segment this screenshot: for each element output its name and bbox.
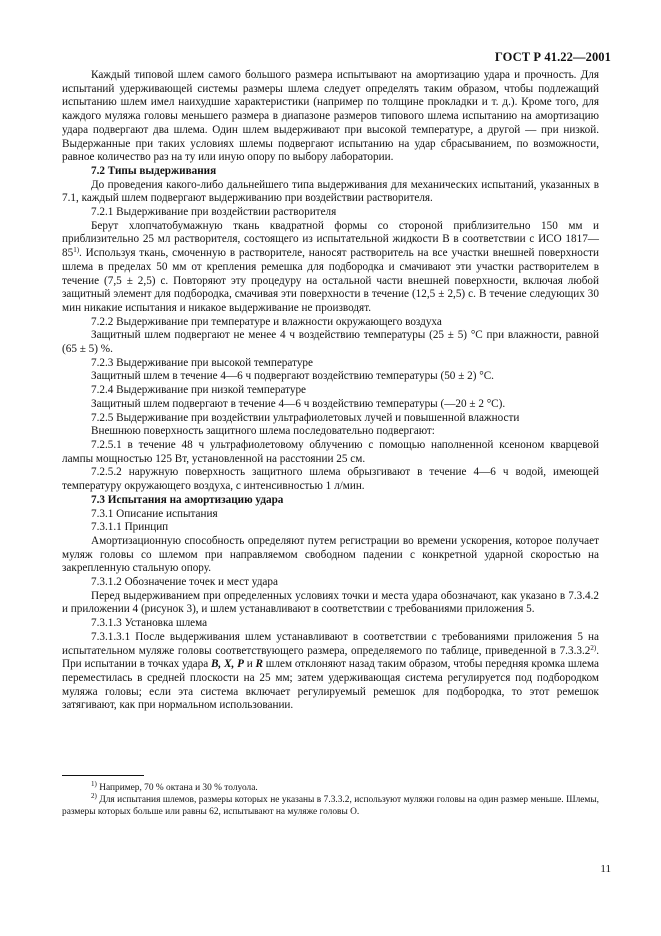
subsection-heading-7-3-1-2: 7.3.1.2 Обозначение точек и мест удара: [91, 576, 278, 589]
section-heading-7-3: 7.3 Испытания на амортизацию удара: [91, 493, 284, 506]
paragraph: Перед выдерживанием при определенных условиях точки и места удара обозначают, как указано в 7.3.4.2 и приложении 4 (рисунок 3), и шлем устанавливают в соответствии с требованиями приложения 5.: [62, 589, 599, 616]
footnote-2: $^{2)}$ Для испытания шлемов, размеры которых не указаны в 7.3.3.2, используют муляжи головы на один размер меньше. Шлемы, размеры которых больше или равны 62, испытывают на муляже головы О.: [62, 792, 599, 817]
footnote-ref-1: 1): [73, 246, 80, 255]
subsection-heading-7-3-1-3: 7.3.1.3 Установка шлема: [91, 617, 208, 630]
footnote-separator: [62, 775, 144, 776]
impact-point-r: R: [255, 658, 263, 671]
paragraph: Внешнюю поверхность защитного шлема последовательно подвергают:: [91, 425, 435, 438]
paragraph: Защитный шлем подвергают не менее 4 ч воздействию температуры (25 ± 5) °С при влажности, равной (65 ± 5) %.: [62, 329, 599, 356]
subsection-heading-7-2-3: 7.2.3 Выдерживание при высокой температуре: [91, 356, 313, 369]
paragraph-helmet-installation: 7.3.1.3.1 После выдерживания шлем устанавливают в соответствии с требованиями приложения 5 на испытательном муляже головы соответствующего размера, определяемого по таблице, приведенной в 7.3.3.2$^{2)}$. При испытании в точках удара B, X, P и R шлем отклоняют назад таким образом, чтобы передняя кромка шлема переместилась в средней плоскости на 25 мм; затем удерживающая система регулируется под подбородком муляжа головы; если эта система включает регулируемый ремешок для подбородка, то этот ремешок затягивают, как при нормальном использовании.: [62, 630, 599, 712]
paragraph: Каждый типовой шлем самого большого размера испытывают на амортизацию удара и прочность. Для испытаний удерживающей системы размеры шлема следует определять таким образом, чтобы подлежащий испытанию шлем имел наихудшие характеристики (например по толщине прокладки и т. д.). Кроме того, для каждого муляжа головы меньшего размера в диапазоне размеров типового шлема испытанию на амортизацию удара подвергают два шлема. Один шлем выдерживают при высокой температуре, а другой — при низкой. Выдержанные при таких условиях шлемы подвергают испытанию на удар сбрасыванием, по возможности, равное количество раз на ту или иную опору по выбору лаборатории.: [62, 69, 599, 164]
paragraph: До проведения какого-либо дальнейшего типа выдерживания для механических испытаний, указанных в 7.1, каждый шлем подвергают выдерживанию при воздействии растворителя.: [62, 178, 599, 205]
paragraph: Защитный шлем в течение 4—6 ч подвергают воздействию температуры (50 ± 2) °С.: [91, 370, 494, 383]
paragraph: 7.2.5.1 в течение 48 ч ультрафиолетовому облучению с помощью наполненной ксеноном кварцевой лампы мощностью 125 Вт, установленной на расстоянии 25 см.: [62, 438, 599, 465]
section-heading-7-2: 7.2 Типы выдерживания: [91, 164, 217, 177]
subsection-heading-7-2-5: 7.2.5 Выдерживание при воздействии ультрафиолетовых лучей и повышенной влажности: [91, 411, 520, 424]
paragraph: Защитный шлем подвергают в течение 4—6 ч воздействию температуры (—20 ± 2 °С).: [91, 397, 506, 410]
paragraph: 7.2.5.2 наружную поверхность защитного шлема обрызгивают в течение 4—6 ч водой, имеющей температуру окружающего воздуха, с интенсивностью 1 л/мин.: [62, 466, 599, 493]
document-body: [62, 69, 599, 713]
footnote-ref-2: 2): [590, 643, 597, 652]
subsection-heading-7-3-1-1: 7.3.1.1 Принцип: [91, 521, 169, 534]
paragraph-solvent-conditioning: Берут хлопчатобумажную ткань квадратной формы со стороной приблизительно 150 мм и приблизительно 25 мл растворителя, состоящего из испытательной жидкости B в соответствии с ИСО 1817—85$^{1)}$. Используя ткань, смоченную в растворителе, наносят растворитель на все участки внешней поверхности шлема в пределах 50 мм от крепления ремешка для подбородка и смачивают эти участки растворителем в течение (7,5 ± 2,5) с. Повторяют эту процедуру на остальной части внешней поверхности, включая любой защитный элемент для подбородка, смачивая эти поверхности в течение (12,5 ± 2,5) с. В течение следующих 30 мин никакие испытания и никакое выдерживание не производят.: [62, 219, 599, 314]
footnotes: [62, 782, 599, 818]
subsection-heading-7-2-4: 7.2.4 Выдерживание при низкой температуре: [91, 384, 307, 397]
footnote-1: $^{1)}$ Например, 70 % октана и 30 % толуола.: [91, 780, 258, 793]
impact-points: B, X, P: [210, 658, 244, 671]
document-code-header: ГОСТ Р 41.22—2001: [494, 50, 611, 64]
paragraph: Амортизационную способность определяют путем регистрации во времени ускорения, которое получает муляж головы со шлемом при направляемом свободном падении с конкретной ударной скоростью на закрепленную стальную опору.: [62, 534, 599, 575]
subsection-heading-7-2-2: 7.2.2 Выдерживание при температуре и влажности окружающего воздуха: [91, 315, 442, 328]
subsection-heading-7-2-1: 7.2.1 Выдерживание при воздействии растворителя: [91, 206, 337, 219]
page-number: 11: [600, 863, 611, 875]
subsection-heading-7-3-1: 7.3.1 Описание испытания: [91, 507, 218, 520]
